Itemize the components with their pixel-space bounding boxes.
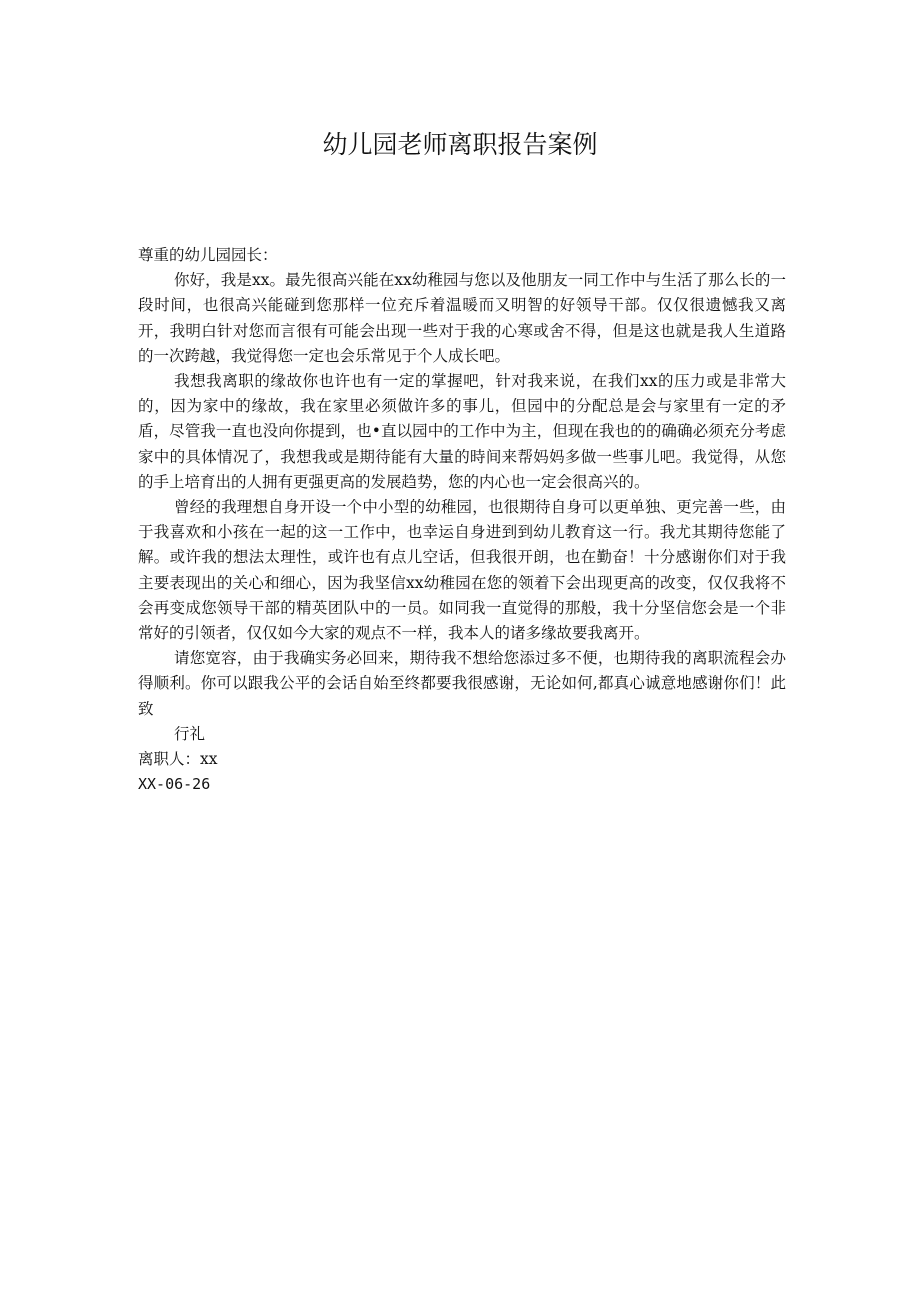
paragraph-2: 我想我离职的缘故你也许也有一定的掌握吧，针对我来说，在我们xx的压力或是非常大的，因为家中的缘故，我在家里必须做许多的事儿，但园中的分配总是会与家里有一定的矛盾，尽管我一直也没向你提到，也•直以园中的工作中为主，但现在我也的的确确必须充分考虑家中的具体情况了，我想我或是期待能有大量的時间来帮妈妈多做一些事儿吧。我觉得，从您的手上培育出的人拥有更强更高的发展趋势，您的内心也一定会很高兴的。 [138, 372, 786, 491]
document-title: 幼儿园老师离职报告案例 [322, 130, 598, 159]
paragraph-1: 你好，我是xx。最先很高兴能在xx幼稚园与您以及他朋友一同工作中与生活了那么长的一段时间，也很高兴能碰到您那样一位充斥着温暖而又明智的好领导干部。仅仅很遗憾我又离开，我明白针对您而言很有可能会出现一些对于我的心寒或舍不得，但是这也就是我人生道路的一次跨越，我觉得您一定也会乐常见于个人成长吧。 [138, 271, 786, 365]
salutation: 尊重的幼儿园园长： [138, 246, 278, 264]
closing: 行礼 [174, 724, 206, 743]
paragraph-4: 请您宽容，由于我确实务必回来，期待我不想给您添过多不便，也期待我的离职流程会办得顺利。你可以跟我公平的会话自始至终都要我很感谢，无论如何,都真心诚意地感谢你们！此致 [138, 649, 786, 718]
paragraph-3: 曾经的我理想自身开设一个中小型的幼稚园，也很期待自身可以更单独、更完善一些，由于我喜欢和小孩在一起的这一工作中，也幸运自身进到到幼儿教育这一行。我尤其期待您能了解。或许我的想法太理性，或许也有点儿空话，但我很开朗，也在勤奋！十分感谢你们对于我主要表现出的关心和细心，因为我坚信xx幼稚园在您的领着下会出现更高的改变，仅仅我将不会再变成您领导干部的精英团队中的一员。如同我一直觉得的那般，我十分坚信您会是一个非常好的引领者，仅仅如今大家的观点不一样，我本人的诸多缘故要我离开。 [138, 498, 786, 643]
signer: 离职人：xx [138, 750, 218, 769]
date: XX-06-26 [138, 775, 211, 794]
letter-body [138, 243, 786, 797]
